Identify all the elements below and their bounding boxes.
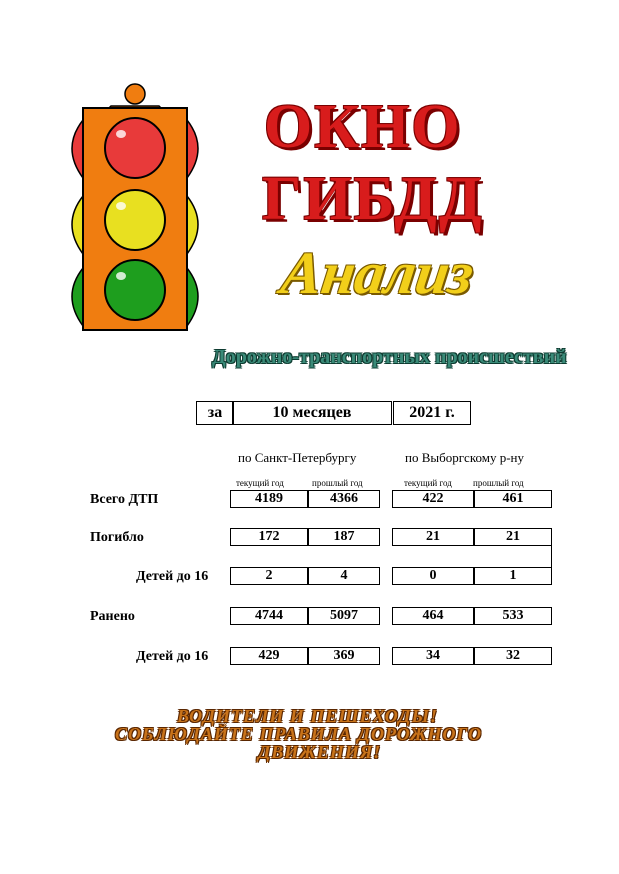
spb-current-year-header: текущий год	[236, 478, 284, 488]
title-okno: ОКНО	[264, 93, 462, 161]
traffic-light-icon	[55, 78, 215, 338]
period-year: 2021 г.	[393, 401, 471, 425]
injured-spb-previous: 5097	[308, 607, 380, 625]
killed-vyborg-current: 21	[392, 528, 474, 546]
total-spb-current: 4189	[230, 490, 308, 508]
row-label-killed: Погибло	[90, 530, 144, 545]
injured-spb-current: 4744	[230, 607, 308, 625]
killed-children-spb-current: 2	[230, 567, 308, 585]
slogan-line-2: СОБЛЮДАЙТЕ ПРАВИЛА ДОРОЖНОГО	[115, 724, 483, 744]
row-label-killed-children: Детей до 16	[136, 569, 209, 584]
table-divider	[551, 546, 552, 567]
region-vyborg-header: по Выборгскому р-ну	[405, 450, 524, 465]
injured-vyborg-current: 464	[392, 607, 474, 625]
killed-children-vyborg-previous: 1	[474, 567, 552, 585]
killed-children-vyborg-current: 0	[392, 567, 474, 585]
row-label-injured: Ранено	[90, 609, 135, 624]
row-label-injured-children: Детей до 16	[136, 649, 209, 664]
total-spb-previous: 4366	[308, 490, 380, 508]
slogan-line-3: ДВИЖЕНИЯ!	[258, 742, 382, 762]
injured-children-spb-current: 429	[230, 647, 308, 665]
injured-children-spb-previous: 369	[308, 647, 380, 665]
subtitle: Дорожно-транспортных происшествий	[212, 346, 567, 368]
vyborg-previous-year-header: прошлый год	[473, 478, 524, 488]
period-prefix: за	[196, 401, 234, 425]
injured-children-vyborg-current: 34	[392, 647, 474, 665]
killed-spb-previous: 187	[308, 528, 380, 546]
analysis-heading: Анализ	[277, 240, 478, 306]
period-months: 10 месяцев	[232, 401, 392, 425]
row-label-total: Всего ДТП	[90, 492, 159, 507]
slogan-line-1: ВОДИТЕЛИ И ПЕШЕХОДЫ!	[177, 706, 439, 726]
injured-vyborg-previous: 533	[474, 607, 552, 625]
title-gibdd: ГИБДД	[262, 165, 484, 233]
total-vyborg-current: 422	[392, 490, 474, 508]
total-vyborg-previous: 461	[474, 490, 552, 508]
spb-previous-year-header: прошлый год	[312, 478, 363, 488]
vyborg-current-year-header: текущий год	[404, 478, 452, 488]
killed-vyborg-previous: 21	[474, 528, 552, 546]
injured-children-vyborg-previous: 32	[474, 647, 552, 665]
region-spb-header: по Санкт-Петербургу	[238, 450, 357, 465]
killed-spb-current: 172	[230, 528, 308, 546]
killed-children-spb-previous: 4	[308, 567, 380, 585]
